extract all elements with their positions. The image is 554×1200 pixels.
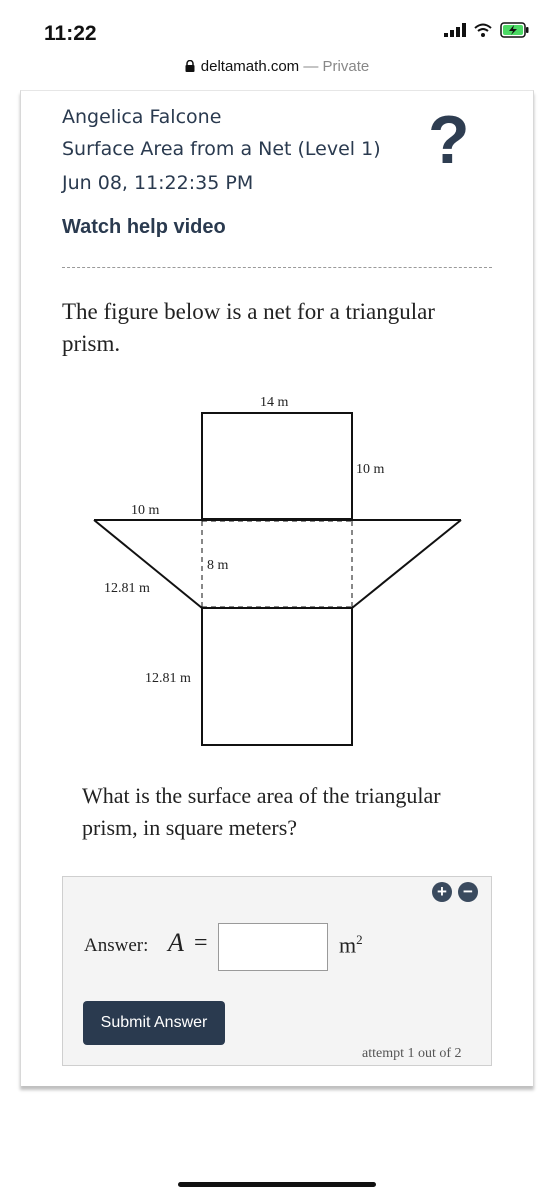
private-label: Private	[322, 58, 370, 75]
label-rect-side: 12.81 m	[145, 671, 191, 686]
battery-charging-icon	[500, 22, 530, 38]
right-triangle-edge	[352, 520, 461, 608]
answer-input[interactable]	[218, 923, 328, 971]
status-bar	[0, 0, 554, 60]
bottom-rectangle	[202, 608, 352, 745]
timestamp: Jun 08, 11:22:35 PM	[62, 172, 254, 194]
lock-icon	[185, 60, 195, 72]
wifi-icon	[474, 23, 492, 37]
student-name: Angelica Falcone	[62, 106, 222, 128]
clock: 11:22	[44, 22, 97, 45]
submit-answer-button[interactable]: Submit Answer	[83, 1001, 225, 1045]
status-icons	[444, 22, 530, 38]
label-top-width: 14 m	[260, 395, 289, 410]
unit-exponent: 2	[356, 932, 363, 947]
top-rectangle	[202, 413, 352, 519]
watch-help-video-link[interactable]: Watch help video	[62, 216, 226, 238]
label-triangle-base: 10 m	[131, 503, 160, 518]
label-triangle-height: 8 m	[207, 558, 229, 573]
answer-label: Answer:	[84, 935, 149, 956]
divider	[62, 267, 492, 268]
net-figure	[0, 380, 554, 770]
help-question-icon[interactable]: ?	[428, 102, 470, 178]
attempt-counter: attempt 1 out of 2	[362, 1046, 462, 1061]
zoom-out-icon[interactable]: −	[458, 882, 478, 902]
unit-base: m	[339, 932, 357, 958]
assignment-title: Surface Area from a Net (Level 1)	[62, 138, 381, 160]
address-bar[interactable]	[0, 58, 554, 75]
url-domain: deltamath.com	[200, 58, 300, 75]
url-separator: —	[299, 58, 323, 75]
zoom-in-icon[interactable]: +	[432, 882, 452, 902]
signal-icon	[444, 23, 466, 37]
zoom-controls	[432, 882, 478, 902]
label-top-height: 10 m	[356, 462, 385, 477]
label-triangle-side: 12.81 m	[104, 581, 150, 596]
answer-unit	[339, 932, 363, 958]
home-indicator[interactable]	[178, 1182, 376, 1187]
answer-equals: =	[194, 930, 208, 956]
question-text: What is the surface area of the triangular prism, in square meters?	[82, 783, 441, 840]
problem-prompt: The figure below is a net for a triangular prism.	[62, 299, 435, 356]
answer-variable: A	[168, 928, 184, 957]
